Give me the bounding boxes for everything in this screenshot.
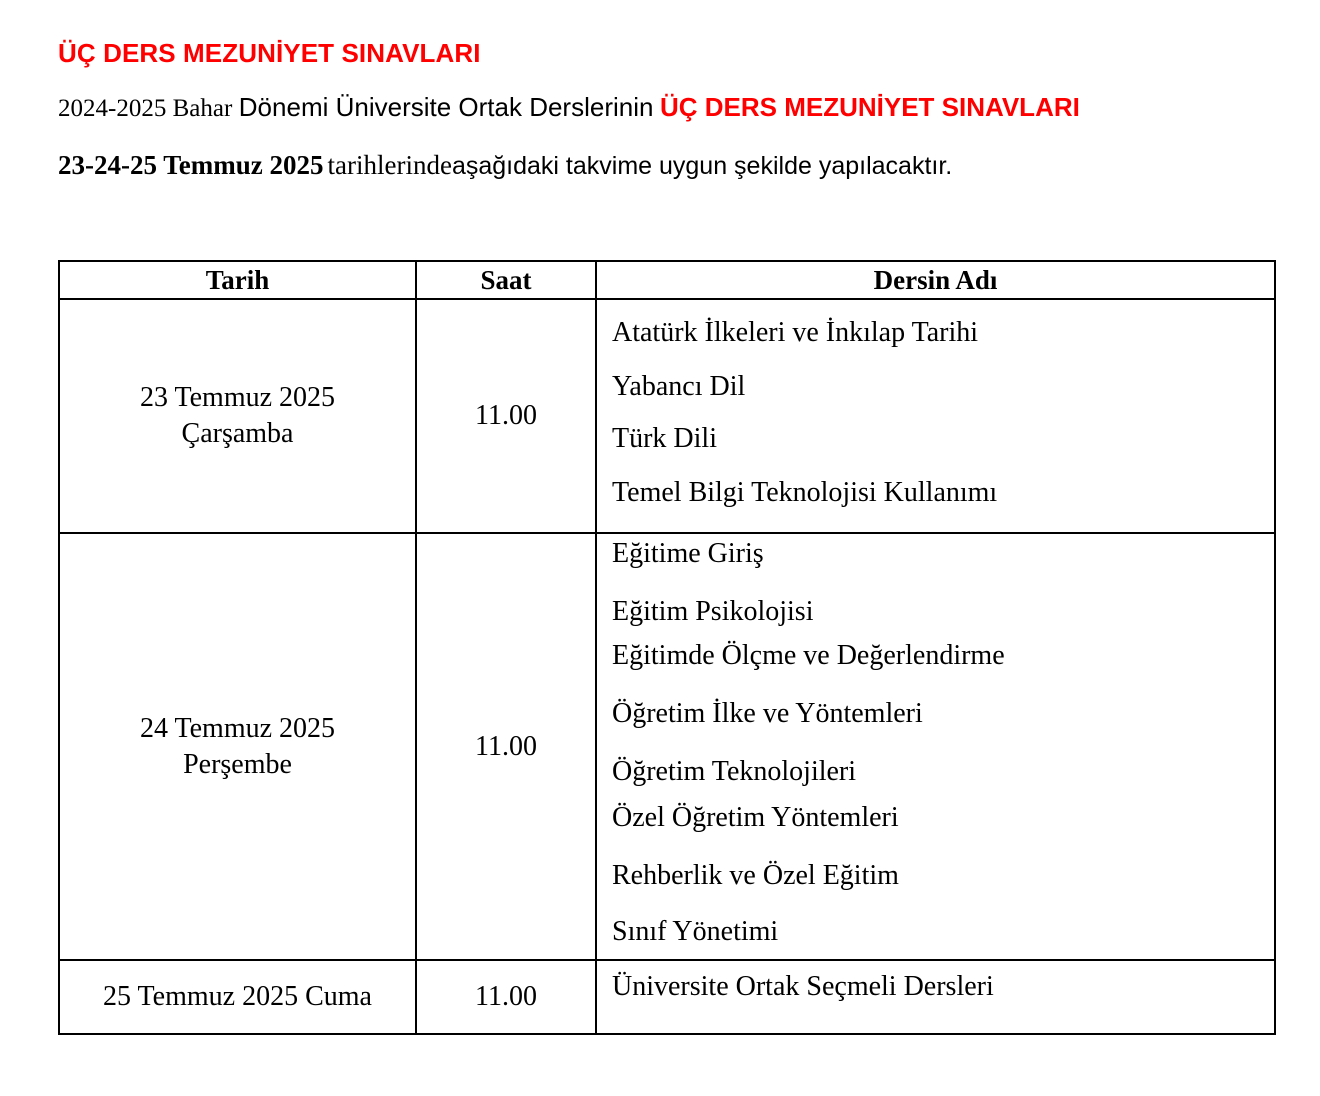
date-text: 23 Temmuz 2025 <box>139 382 336 413</box>
time-cell: 11.00 <box>416 960 596 1034</box>
course-item: Türk Dili <box>612 423 717 454</box>
day-text: Çarşamba <box>181 418 294 449</box>
column-header-date: Tarih <box>59 261 416 299</box>
intro-line-1 <box>58 92 1080 123</box>
intro-rest: aşağıdaki takvime uygun şekilde yapılacaktır. <box>451 152 953 180</box>
date-cell <box>59 533 416 960</box>
course-item: Eğitime Giriş <box>612 538 764 569</box>
intro-highlight: ÜÇ DERS MEZUNİYET SINAVLARI <box>659 92 1080 122</box>
courses-cell <box>596 299 1275 533</box>
course-item: Üniversite Ortak Seçmeli Dersleri <box>612 971 994 1002</box>
course-item: Özel Öğretim Yöntemleri <box>612 802 899 833</box>
courses-cell <box>596 533 1275 960</box>
table-header-row <box>59 261 1275 299</box>
course-item: Rehberlik ve Özel Eğitim <box>612 860 899 891</box>
time-cell: 11.00 <box>416 299 596 533</box>
exam-dates: 23-24-25 Temmuz 2025 <box>58 150 324 180</box>
column-header-course: Dersin Adı <box>596 261 1275 299</box>
course-item: Öğretim Teknolojileri <box>612 756 857 787</box>
courses-cell <box>596 960 1275 1034</box>
course-item: Eğitim Psikolojisi <box>612 596 814 627</box>
table-row <box>59 960 1275 1034</box>
page-title: ÜÇ DERS MEZUNİYET SINAVLARI <box>58 38 481 68</box>
course-item: Atatürk İlkeleri ve İnkılap Tarihi <box>612 317 979 348</box>
intro-text: Dönemi Üniversite Ortak Derslerinin <box>238 92 654 122</box>
course-item: Sınıf Yönetimi <box>612 916 779 947</box>
course-item: Eğitimde Ölçme ve Değerlendirme <box>612 640 1005 671</box>
course-item: Temel Bilgi Teknolojisi Kullanımı <box>612 477 998 508</box>
date-text: 24 Temmuz 2025 <box>139 712 336 744</box>
course-item: Öğretim İlke ve Yöntemleri <box>612 698 923 729</box>
table-row <box>59 299 1275 533</box>
intro-line-2 <box>58 150 952 181</box>
day-text: Perşembe <box>183 748 292 780</box>
exam-schedule-table <box>58 260 1276 1035</box>
date-cell: 25 Temmuz 2025 Cuma <box>59 960 416 1034</box>
column-header-time: Saat <box>416 261 596 299</box>
date-cell <box>59 299 416 533</box>
intro-year: 2024-2025 Bahar <box>58 95 233 122</box>
table-row <box>59 533 1275 960</box>
intro-word: tarihlerinde <box>327 150 452 180</box>
time-cell: 11.00 <box>416 533 596 960</box>
course-item: Yabancı Dil <box>612 371 746 402</box>
